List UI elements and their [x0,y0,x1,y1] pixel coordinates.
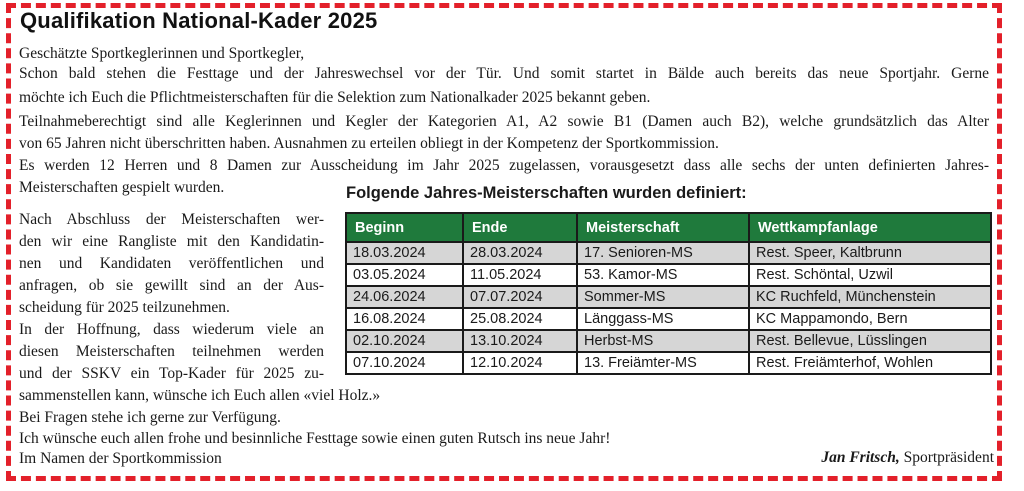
closing-line: Bei Fragen stehe ich gerne zur Verfügung. [19,409,281,426]
body-line: und der SSKV ein Top-Kader für 2025 zu- [19,365,324,382]
cell-meisterschaft: 53. Kamor-MS [577,264,749,286]
closing-line: Ich wünsche euch allen frohe und besinnliche Festtage sowie einen guten Rutsch ins neue Jahr! [19,430,611,447]
cell-meisterschaft: Herbst-MS [577,330,749,352]
cell-wettkampfanlage: Rest. Bellevue, Lüsslingen [749,330,991,352]
body-line: scheidung für 2025 teilzunehmen. [19,299,230,316]
cell-meisterschaft: 17. Senioren-MS [577,242,749,264]
cell-beginn: 24.06.2024 [346,286,463,308]
signature-role: Sportpräsident [903,449,994,466]
column-header-beginn: Beginn [346,213,463,242]
intro-line: Meisterschaften gespielt wurden. [19,179,225,196]
cell-ende: 07.07.2024 [463,286,577,308]
column-header-meisterschaft: Meisterschaft [577,213,749,242]
page-title: Qualifikation National-Kader 2025 [18,8,381,34]
cell-wettkampfanlage: Rest. Speer, Kaltbrunn [749,242,991,264]
cell-ende: 28.03.2024 [463,242,577,264]
body-line: nen und Kandidaten veröffentlichen und [19,255,324,272]
column-header-ende: Ende [463,213,577,242]
closing-line: Im Namen der Sportkommission [19,449,226,469]
cell-wettkampfanlage: Rest. Schöntal, Uzwil [749,264,991,286]
cell-ende: 11.05.2024 [463,264,577,286]
greeting: Geschätzte Sportkeglerinnen und Sportkegler, [19,45,305,62]
intro-line: Schon bald stehen die Festtage und der Jahreswechsel vor der Tür. Und somit startet in Bälde auch bereits das neue Sportjahr. Gerne [19,65,989,82]
intro-line: von 65 Jahren nicht überschritten haben. Ausnahmen zu erteilen obliegt in der Kompetenz der Sportkommission. [19,135,719,152]
intro-line: Teilnahmeberechtigt sind alle Keglerinnen und Kegler der Kategorien A1, A2 sowie B1 (Damen auch B2), welche grundsätzlich das Alter [19,113,989,130]
intro-line: möchte ich Euch die Pflichtmeisterschaften für die Selektion zum Nationalkader 2025 bekannt geben. [19,89,651,106]
table-row [346,352,991,374]
cell-beginn: 03.05.2024 [346,264,463,286]
cell-wettkampfanlage: KC Mappamondo, Bern [749,308,991,330]
cell-beginn: 16.08.2024 [346,308,463,330]
table-row [346,286,991,308]
body-line: Nach Abschluss der Meisterschaften wer- [19,211,324,228]
body-line: diesen Meisterschaften teilnehmen werden [19,343,324,360]
table-header-row [346,213,991,242]
body-line: In der Hoffnung, dass wiederum viele an [19,321,324,338]
signature [817,449,994,467]
cell-beginn: 07.10.2024 [346,352,463,374]
cell-meisterschaft: 13. Freiämter-MS [577,352,749,374]
table-row [346,330,991,352]
cell-ende: 13.10.2024 [463,330,577,352]
cell-ende: 25.08.2024 [463,308,577,330]
intro-line: Es werden 12 Herren und 8 Damen zur Ausscheidung im Jahr 2025 zugelassen, vorausgesetzt dass alle sechs der unten definierten Jahres- [19,157,989,174]
column-header-wettkampfanlage: Wettkampfanlage [749,213,991,242]
signature-name: Jan Fritsch, [821,449,900,466]
cell-beginn: 02.10.2024 [346,330,463,352]
table-title: Folgende Jahres-Meisterschaften wurden definiert: [346,184,747,202]
cell-meisterschaft: Sommer-MS [577,286,749,308]
cell-wettkampfanlage: Rest. Freiämterhof, Wohlen [749,352,991,374]
championships-table [345,212,992,375]
cell-ende: 12.10.2024 [463,352,577,374]
table-row [346,308,991,330]
cell-wettkampfanlage: KC Ruchfeld, Münchenstein [749,286,991,308]
cell-beginn: 18.03.2024 [346,242,463,264]
body-line: sammenstellen kann, wünsche ich Euch allen «viel Holz.» [19,387,381,404]
cell-meisterschaft: Länggass-MS [577,308,749,330]
table-row [346,242,991,264]
table-row [346,264,991,286]
body-line: anfragen, ob sie gewillt sind an der Aus- [19,277,324,294]
body-line: den wir eine Rangliste mit den Kandidatin- [19,233,324,250]
